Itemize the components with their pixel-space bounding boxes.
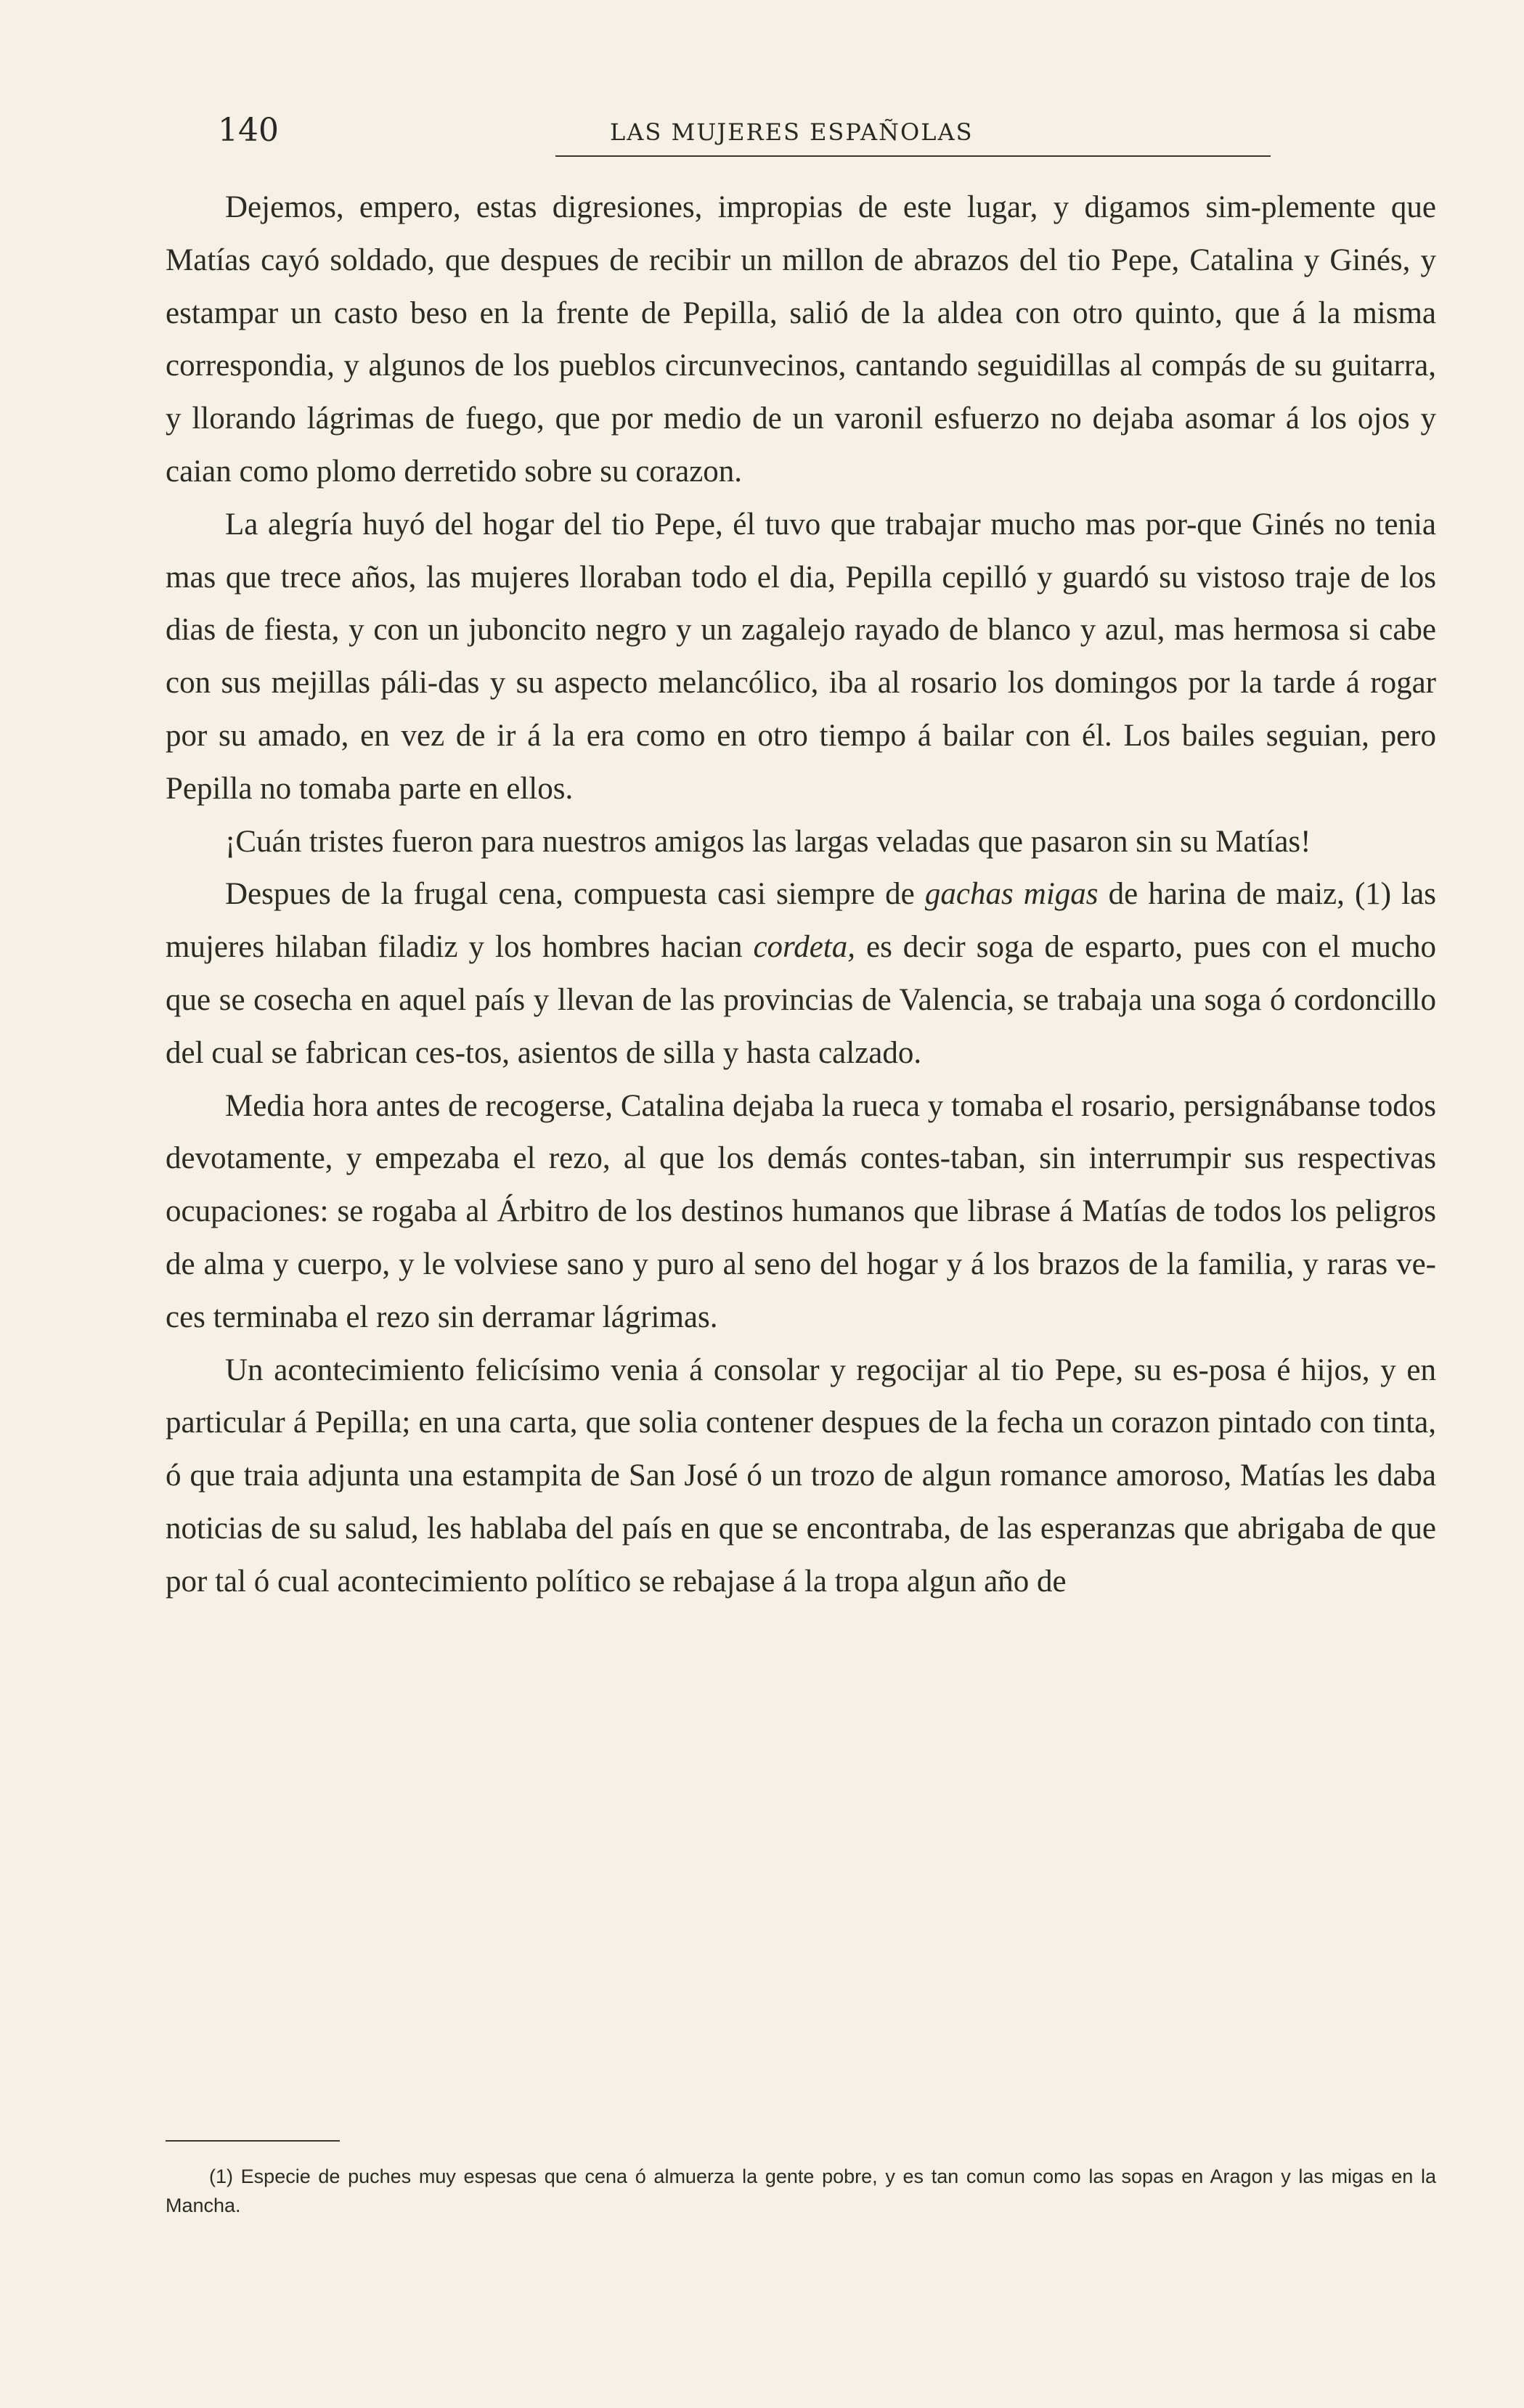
footnote-rule xyxy=(166,2140,340,2142)
page-header xyxy=(218,109,1452,152)
header-rule xyxy=(555,155,1271,157)
paragraph-5: Media hora antes de recogerse, Catalina dejaba la rueca y tomaba el rosario, persignábanse todos devotamente, y empezaba el rezo, al que los demás contes-taban, sin interrumpir sus respectivas ocupaciones: se rogaba al Árbitro de los destinos humanos que librase á Matías de todos los peligros de alma y cuerpo, y le volviese sano y puro al seno del hogar y á los brazos de la familia, y raras ve-ces terminaba el rezo sin derramar lágrimas. xyxy=(166,1088,1436,1334)
paragraph-4-part-2: de harina de maiz, (1) las mujeres hilaban filadiz y los hombres hacian xyxy=(166,877,1437,965)
paragraph-1: Dejemos, empero, estas digresiones, impropias de este lugar, y digamos sim-plemente que Matías cayó soldado, que despues de recibir un millon de abrazos del tio Pepe, Catalina y Ginés, y estampar un casto beso en la frente de Pepilla, salió de la aldea con otro quinto, que á la misma correspondia, y algunos de los pueblos circunvecinos, cantando seguidillas al compás de su guitarra, y llorando lágrimas de fuego, que por medio de un varonil esfuerzo no dejaba asomar á los ojos y caian como plomo derretido sobre su corazon. xyxy=(166,190,1436,489)
italic-term-gachas-migas: gachas migas xyxy=(924,877,1099,912)
footnote xyxy=(166,2162,1436,2220)
page-number: 140 xyxy=(218,112,279,149)
paragraph-3: ¡Cuán tristes fueron para nuestros amigos las largas veladas que pasaron sin su Matías! xyxy=(225,824,1311,859)
paragraph-4-part-3: es decir soga de esparto, pues con el mucho que se cosecha en aquel país y llevan de las provincias de Valencia, se trabaja una soga ó cordoncillo del cual se fabrican ces-tos, asientos de silla y hasta calzado. xyxy=(166,930,1437,1070)
paragraph-4-part-1: Despues de la frugal cena, compuesta casi siempre de xyxy=(225,877,925,912)
italic-term-cordeta: cordeta, xyxy=(753,930,855,965)
paragraph-2: La alegría huyó del hogar del tio Pepe, él tuvo que trabajar mucho mas por-que Ginés no tenia mas que trece años, las mujeres lloraban todo el dia, Pepilla cepilló y guardó su vistoso traje de los dias de fiesta, y con un juboncito negro y un zagalejo rayado de blanco y azul, mas hermosa si cabe con sus mejillas páli-das y su aspecto melancólico, iba al rosario los domingos por la tarde á rogar por su amado, en vez de ir á la era como en otro tiempo á bailar con él. Los bailes seguian, pero Pepilla no tomaba parte en ellos. xyxy=(166,507,1436,806)
paragraph-4 xyxy=(166,868,1436,1079)
running-title: LAS MUJERES ESPAÑOLAS xyxy=(610,118,974,146)
paragraph-6: Un acontecimiento felicísimo venia á consolar y regocijar al tio Pepe, su es-posa é hijos, y en particular á Pepilla; en una carta, que solia contener despues de la fecha un corazon pintado con tinta, ó que traia adjunta una estampita de San José ó un trozo de algun romance amoroso, Matías les daba noticias de su salud, les hablaba del país en que se encontraba, de las esperanzas que abrigaba de que por tal ó cual acontecimiento político se rebajase á la tropa algun año de xyxy=(166,1352,1436,1599)
footnote-text: (1) Especie de puches muy espesas que cena ó almuerza la gente pobre, y es tan comun como las sopas en Aragon y las migas en la Mancha. xyxy=(166,2166,1436,2216)
body-text xyxy=(166,181,1436,1609)
